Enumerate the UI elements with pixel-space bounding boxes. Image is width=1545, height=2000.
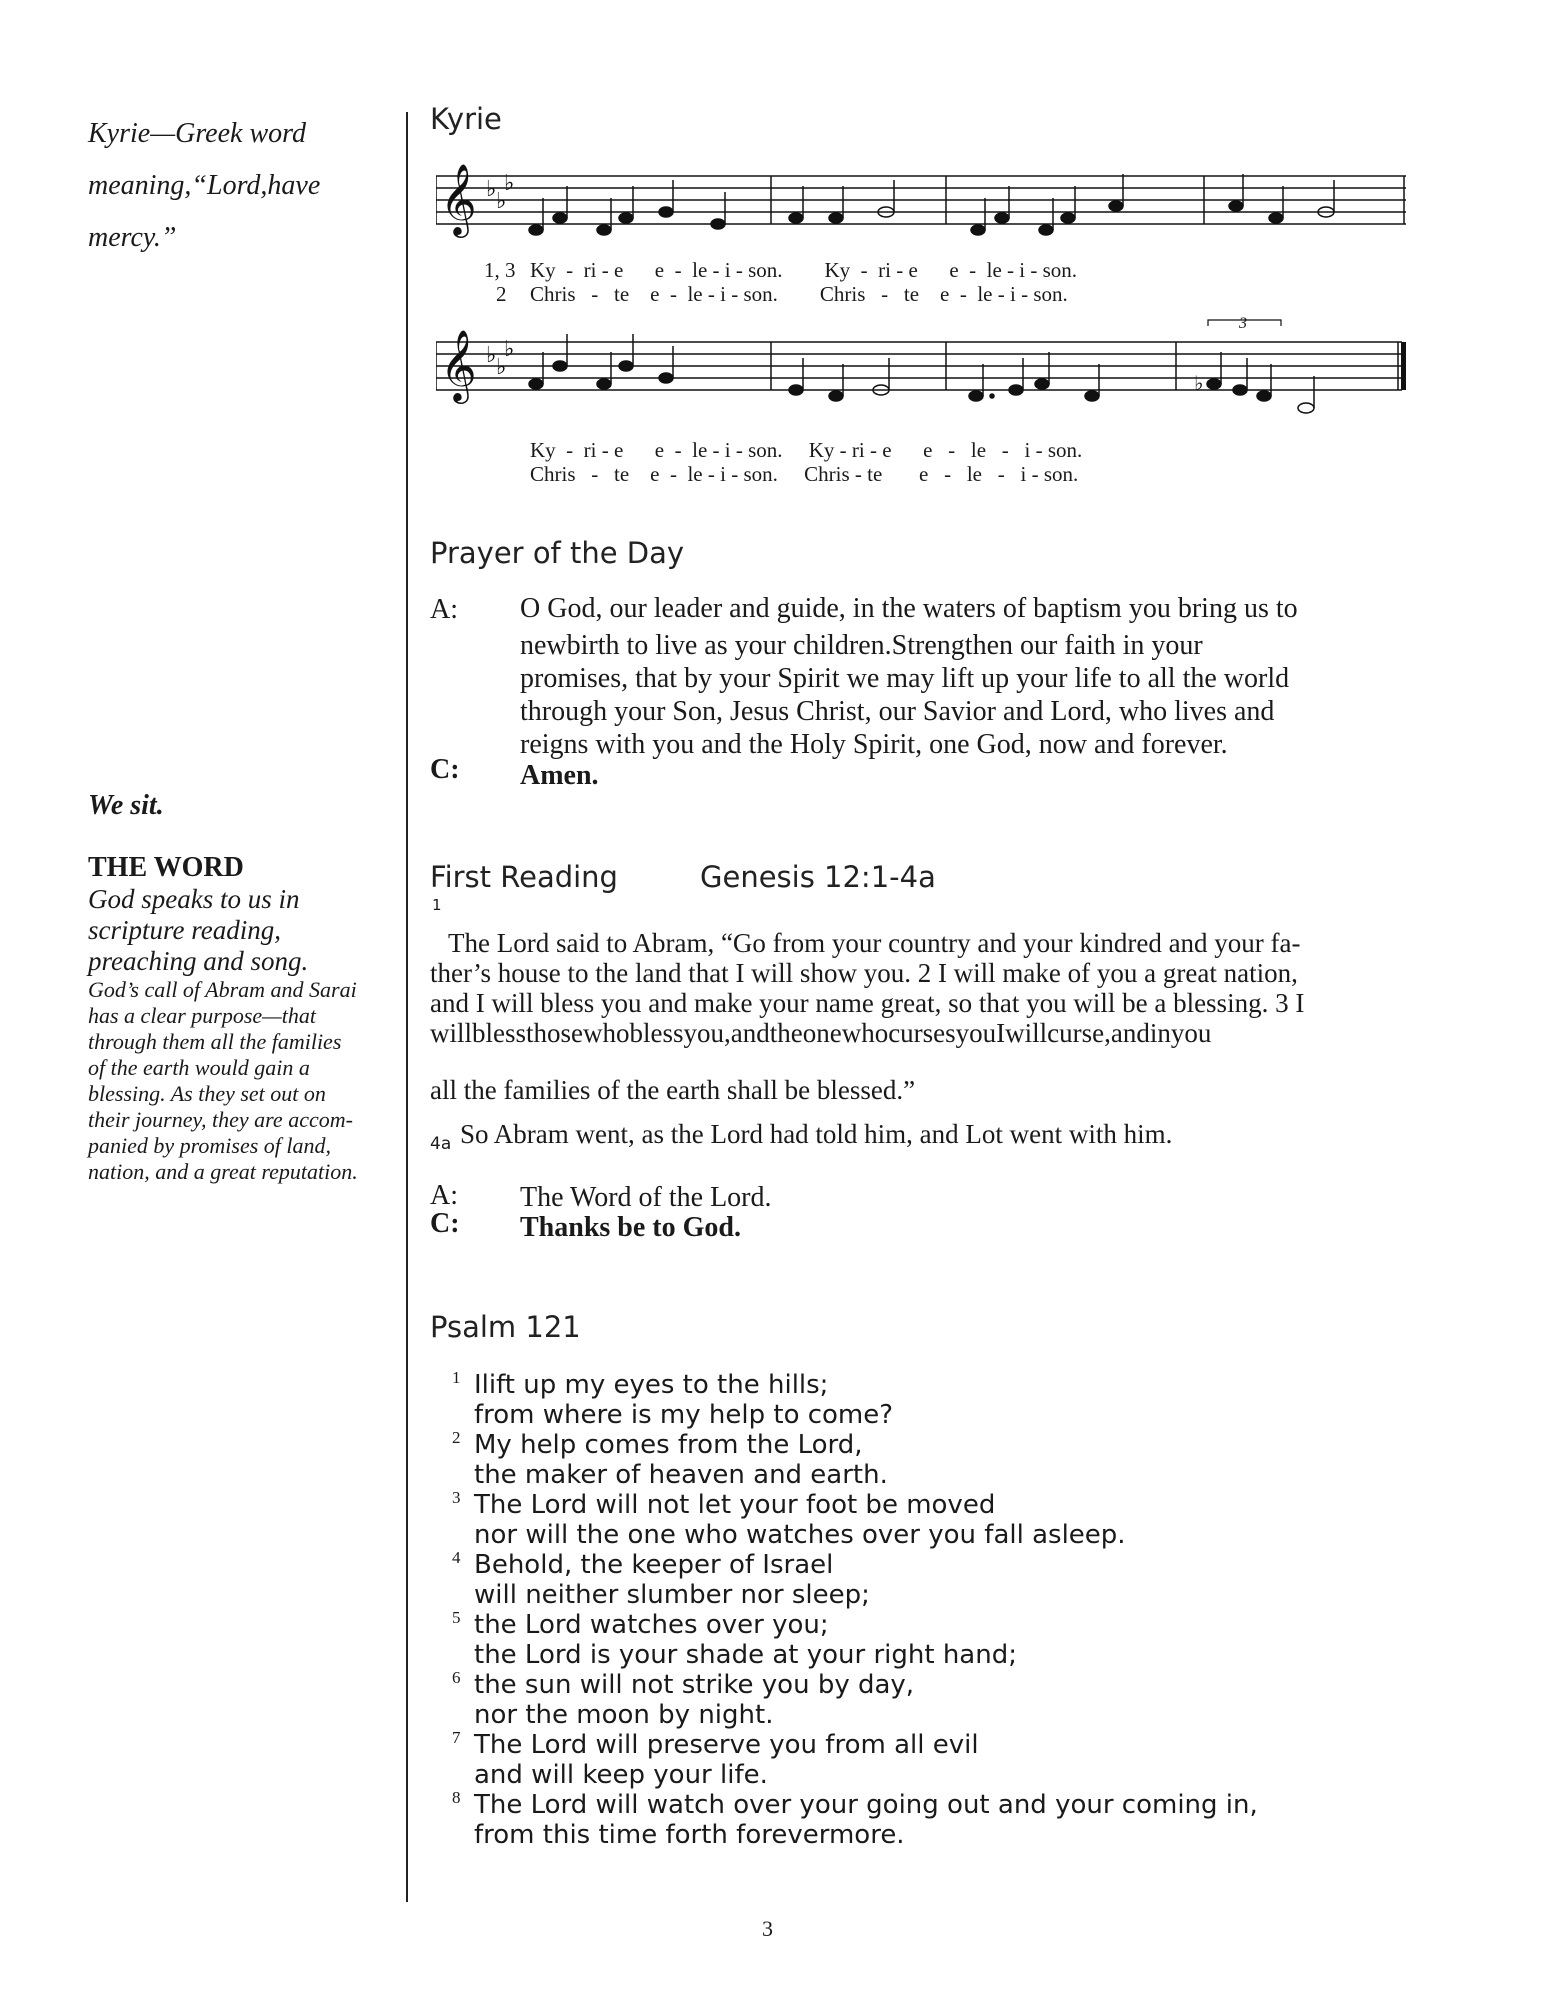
reading-line: willblessthosewhoblessyou,andtheonewhocursesyouIwillcurse,andinyou bbox=[430, 1018, 1212, 1048]
psalm-line: The Lord will preserve you from all evil bbox=[474, 1730, 979, 1760]
kyrie-lyric-line: Ky - ri - e e - le - i - son. Ky - ri - e e - le - i - son. bbox=[530, 258, 1078, 282]
psalm-verse-number: 6 bbox=[452, 1668, 461, 1687]
reading-line: So Abram went, as the Lord had told him, and Lot went with him. bbox=[460, 1119, 1173, 1149]
psalm-line: and will keep your life. bbox=[474, 1760, 768, 1790]
prayer-title: Prayer of the Day bbox=[430, 536, 685, 570]
psalm-line: the maker of heaven and earth. bbox=[474, 1460, 888, 1490]
we-sit-rubric: We sit. bbox=[88, 790, 164, 821]
reading-a-response: The Word of the Lord. bbox=[520, 1182, 772, 1213]
psalm-line: from this time forth forevermore. bbox=[474, 1820, 905, 1850]
prayer-text bbox=[520, 592, 1440, 761]
flat-icon: ♭ bbox=[486, 177, 497, 202]
word-sub-line: God speaks to us in bbox=[88, 884, 300, 914]
first-reading-reference: Genesis 12:1-4a bbox=[700, 860, 936, 894]
kyrie-lyric-line: Chris - te e - le - i - son. Chris - te e - le - i - son. bbox=[530, 282, 1068, 306]
psalm-title: Psalm 121 bbox=[430, 1310, 581, 1344]
psalm-line: the Lord is your shade at your right hand; bbox=[474, 1640, 1017, 1670]
kyrie-verse-number: 2 bbox=[496, 282, 507, 306]
flat-icon: ♭ bbox=[504, 171, 515, 196]
reading-note-line: blessing. As they set out on bbox=[88, 1081, 326, 1106]
first-reading-verse-number: 4a bbox=[430, 1134, 452, 1154]
kyrie-lyric-line: Chris - te e - le - i - son. Chris - te e - le - i - son. bbox=[530, 462, 1079, 486]
word-title: THE WORD bbox=[88, 852, 244, 883]
psalm-line: My help comes from the Lord, bbox=[474, 1430, 863, 1460]
psalm-verse-number: 8 bbox=[452, 1788, 461, 1807]
page-number: 3 bbox=[762, 1916, 773, 1941]
reading-note-line: God’s call of Abram and Sarai bbox=[88, 977, 357, 1002]
psalm-line: the sun will not strike you by day, bbox=[474, 1670, 915, 1700]
kyrie-title: Kyrie bbox=[430, 102, 502, 136]
prayer-line: newbirth to live as your children.Strengthen our faith in your bbox=[520, 630, 1203, 661]
prayer-amen: Amen. bbox=[520, 760, 599, 791]
kyrie-verse-number: 1, 3 bbox=[484, 258, 516, 282]
kyrie-note-line: Kyrie—Greek word bbox=[88, 118, 306, 149]
psalm-verse bbox=[430, 1550, 1480, 1610]
psalm-line: Behold, the keeper of Israel bbox=[474, 1550, 834, 1580]
reading-note-line: nation, and a great reputation. bbox=[88, 1159, 358, 1184]
flat-icon: ♭ bbox=[486, 343, 497, 368]
prayer-line: O God, our leader and guide, in the waters of baptism you bring us to bbox=[520, 593, 1298, 624]
psalm-verse bbox=[430, 1490, 1480, 1550]
treble-clef-icon: 𝄞 bbox=[440, 162, 477, 235]
reading-note-line: has a clear purpose—that bbox=[88, 1003, 316, 1028]
kyrie-staff-2 bbox=[436, 316, 1411, 426]
kyrie-staff-1 bbox=[436, 150, 1411, 260]
reading-line: The Lord said to Abram, “Go from your country and your kindred and your fa- bbox=[448, 928, 1301, 958]
psalm-verse bbox=[430, 1670, 1480, 1730]
psalm-text bbox=[430, 1370, 1480, 1850]
first-reading-text bbox=[430, 928, 1420, 1048]
word-sub-line: scripture reading, bbox=[88, 915, 281, 945]
first-reading-title: First Reading bbox=[430, 860, 618, 894]
reading-note-line: their journey, they are accom- bbox=[88, 1107, 353, 1132]
psalm-line: nor the moon by night. bbox=[474, 1700, 774, 1730]
psalm-verse-number: 3 bbox=[452, 1488, 461, 1507]
psalm-verse bbox=[430, 1370, 1480, 1430]
psalm-verse-number: 7 bbox=[452, 1728, 461, 1747]
psalm-verse-number: 4 bbox=[452, 1548, 461, 1567]
kyrie-note-line: meaning,“Lord,have bbox=[88, 170, 321, 201]
treble-clef-icon: 𝄞 bbox=[440, 328, 477, 401]
psalm-line: nor will the one who watches over you fall asleep. bbox=[474, 1520, 1126, 1550]
flat-icon: ♭ bbox=[1194, 371, 1204, 395]
first-reading-verse-number: 1 bbox=[432, 896, 442, 914]
kyrie-note bbox=[88, 108, 320, 264]
psalm-verse-number: 2 bbox=[452, 1428, 461, 1447]
prayer-line: reigns with you and the Holy Spirit, one God, now and forever. bbox=[520, 729, 1228, 760]
word-sub-line: preaching and song. bbox=[88, 946, 309, 976]
psalm-verse bbox=[430, 1610, 1480, 1670]
psalm-verse bbox=[430, 1730, 1480, 1790]
reading-c-response: Thanks be to God. bbox=[520, 1212, 741, 1243]
kyrie-note-line: mercy.” bbox=[88, 222, 177, 253]
prayer-line: through your Son, Jesus Christ, our Savior and Lord, who lives and bbox=[520, 696, 1275, 727]
flat-icon: ♭ bbox=[504, 337, 515, 362]
prayer-a-label: A: bbox=[430, 594, 458, 625]
psalm-verse-number: 5 bbox=[452, 1608, 461, 1627]
psalm-line: will neither slumber nor sleep; bbox=[474, 1580, 870, 1610]
reading-note-line: of the earth would gain a bbox=[88, 1055, 310, 1080]
prayer-c-label: C: bbox=[430, 754, 460, 785]
flat-icon: ♭ bbox=[496, 355, 507, 380]
reading-line: and I will bless you and make your name great, so that you will be a blessing. 3 I bbox=[430, 988, 1305, 1018]
word-section-note bbox=[88, 852, 408, 1185]
psalm-line: The Lord will not let your foot be moved bbox=[474, 1490, 996, 1520]
psalm-line: The Lord will watch over your going out and your coming in, bbox=[474, 1790, 1258, 1820]
kyrie-lyric-line: Ky - ri - e e - le - i - son. Ky - ri - e e - le - i - son. bbox=[530, 438, 1083, 462]
triplet-mark: 3 bbox=[1239, 316, 1247, 332]
psalm-line: from where is my help to come? bbox=[474, 1400, 894, 1430]
reading-note-line: through them all the families bbox=[88, 1029, 342, 1054]
reading-c-label: C: bbox=[430, 1208, 460, 1239]
psalm-verse bbox=[430, 1790, 1480, 1850]
psalm-verse-number: 1 bbox=[452, 1368, 461, 1387]
prayer-line: promises, that by your Spirit we may lift up your life to all the world bbox=[520, 663, 1290, 694]
reading-line: all the families of the earth shall be blessed.” bbox=[430, 1075, 916, 1105]
reading-line: ther’s house to the land that I will show you. 2 I will make of you a great nation, bbox=[430, 958, 1298, 988]
psalm-line: the Lord watches over you; bbox=[474, 1610, 829, 1640]
reading-note-line: panied by promises of land, bbox=[88, 1133, 331, 1158]
flat-icon: ♭ bbox=[496, 189, 507, 214]
psalm-line: Ilift up my eyes to the hills; bbox=[474, 1370, 829, 1400]
reading-a-label: A: bbox=[430, 1180, 458, 1211]
psalm-verse bbox=[430, 1430, 1480, 1490]
